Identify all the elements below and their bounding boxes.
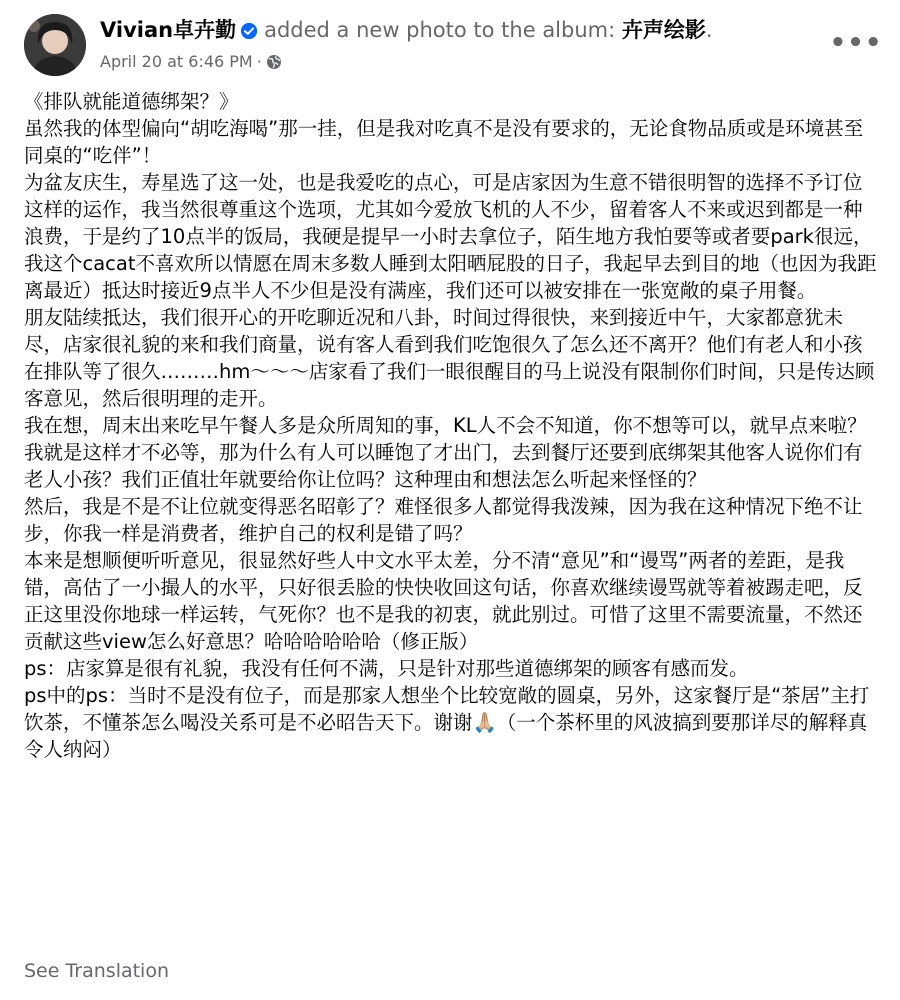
author-avatar[interactable]	[24, 14, 86, 76]
meta-separator: ·	[256, 52, 262, 71]
see-translation-link[interactable]: See Translation	[24, 960, 170, 982]
post-paragraph: 然后，我是不是不让位就变得恶名昭彰了？难怪很多人都觉得我泼辣，因为我在这种情况下绝不让步，你我一样是消费者，维护自己的权利是错了吗？	[24, 495, 863, 545]
author-name[interactable]: Vivian卓卉勤	[100, 18, 237, 42]
globe-icon[interactable]	[266, 54, 282, 76]
avatar-photo	[24, 14, 86, 76]
album-link[interactable]: 卉声绘影	[621, 18, 706, 42]
post-paragraph: 我在想，周末出来吃早午餐人多是众所周知的事，KL人不会不知道，你不想等可以，就早点来啦？我就是这样才不必等，那为什么有人可以睡饱了才出门，去到餐厅还要到底绑架其他客人说你们有老人小孩？我们正值壮年就要给你让位吗？这种理由和想法怎么听起来怪怪的？	[24, 414, 867, 491]
post-paragraph: 虽然我的体型偏向“胡吃海喝”那一挂，但是我对吃真不是没有要求的，无论食物品质或是环境甚至同桌的“吃伴”！	[24, 117, 864, 167]
verified-badge-icon	[240, 19, 258, 47]
post-timestamp[interactable]: April 20 at 6:46 PM	[100, 52, 253, 71]
post-paragraph: 《排队就能道德绑架？》	[24, 90, 239, 113]
post-header-text	[100, 16, 806, 76]
post-header	[24, 14, 883, 78]
post-paragraph: 为盆友庆生，寿星选了这一处，也是我爱吃的点心，可是店家因为生意不错很明智的选择不予订位这样的运作，我当然很尊重这个选项，尤其如今爱放飞机的人不少，留着客人不来或迟到都是一种浪费，于是约了10点半的饭局，我硬是提早一小时去拿位子，陌生地方我怕要等或者要park很远，我这个cacat不喜欢所以情愿在周末多数人睡到太阳晒屁股的日子，我起早去到目的地（也因为我距离最近）抵达时接近9点半人不少但是没有满座，我们还可以被安排在一张宽敞的桌子用餐。	[24, 171, 877, 302]
post-paragraph: ps中的ps：当时不是没有位子，而是那家人想坐个比较宽敞的圆桌，另外，这家餐厅是“茶居”主打饮茶，不懂茶怎么喝没关系可是不必昭告天下。谢谢🙏🏼（一个茶杯里的风波搞到要那详尽的解释真令人纳闷）	[24, 684, 870, 761]
post-body	[24, 88, 880, 763]
post-paragraph: 朋友陆续抵达，我们很开心的开吃聊近况和八卦，时间过得很快，来到接近中午，大家都意犹未尽，店家很礼貌的来和我们商量，说有客人看到我们吃饱很久了怎么还不离开？他们有老人和小孩在排队等了很久………hm～～～店家看了我们一眼很醒目的马上说没有限制你们时间，只是传达顾客意见，然后很明理的走开。	[24, 306, 875, 410]
post-paragraph: ps：店家算是很有礼貌，我没有任何不满，只是针对那些道德绑架的顾客有感而发。	[24, 657, 749, 680]
post-paragraph: 本来是想顺便听听意见，很显然好些人中文水平太差，分不清“意见”和“谩骂”两者的差距，是我错，高估了一小撮人的水平，只好很丢脸的快快收回这句话，你喜欢继续谩骂就等着被踢走吧，反正这里没你地球一样运转，气死你？也不是我的初衷，就此别过。可惜了这里不需要流量，不然还贡献这些view怎么好意思？哈哈哈哈哈哈（修正版）	[24, 549, 863, 653]
more-options-icon[interactable]: •••	[829, 28, 883, 58]
post-action-text: added a new photo to the album:	[264, 18, 616, 42]
album-suffix: .	[705, 18, 713, 42]
